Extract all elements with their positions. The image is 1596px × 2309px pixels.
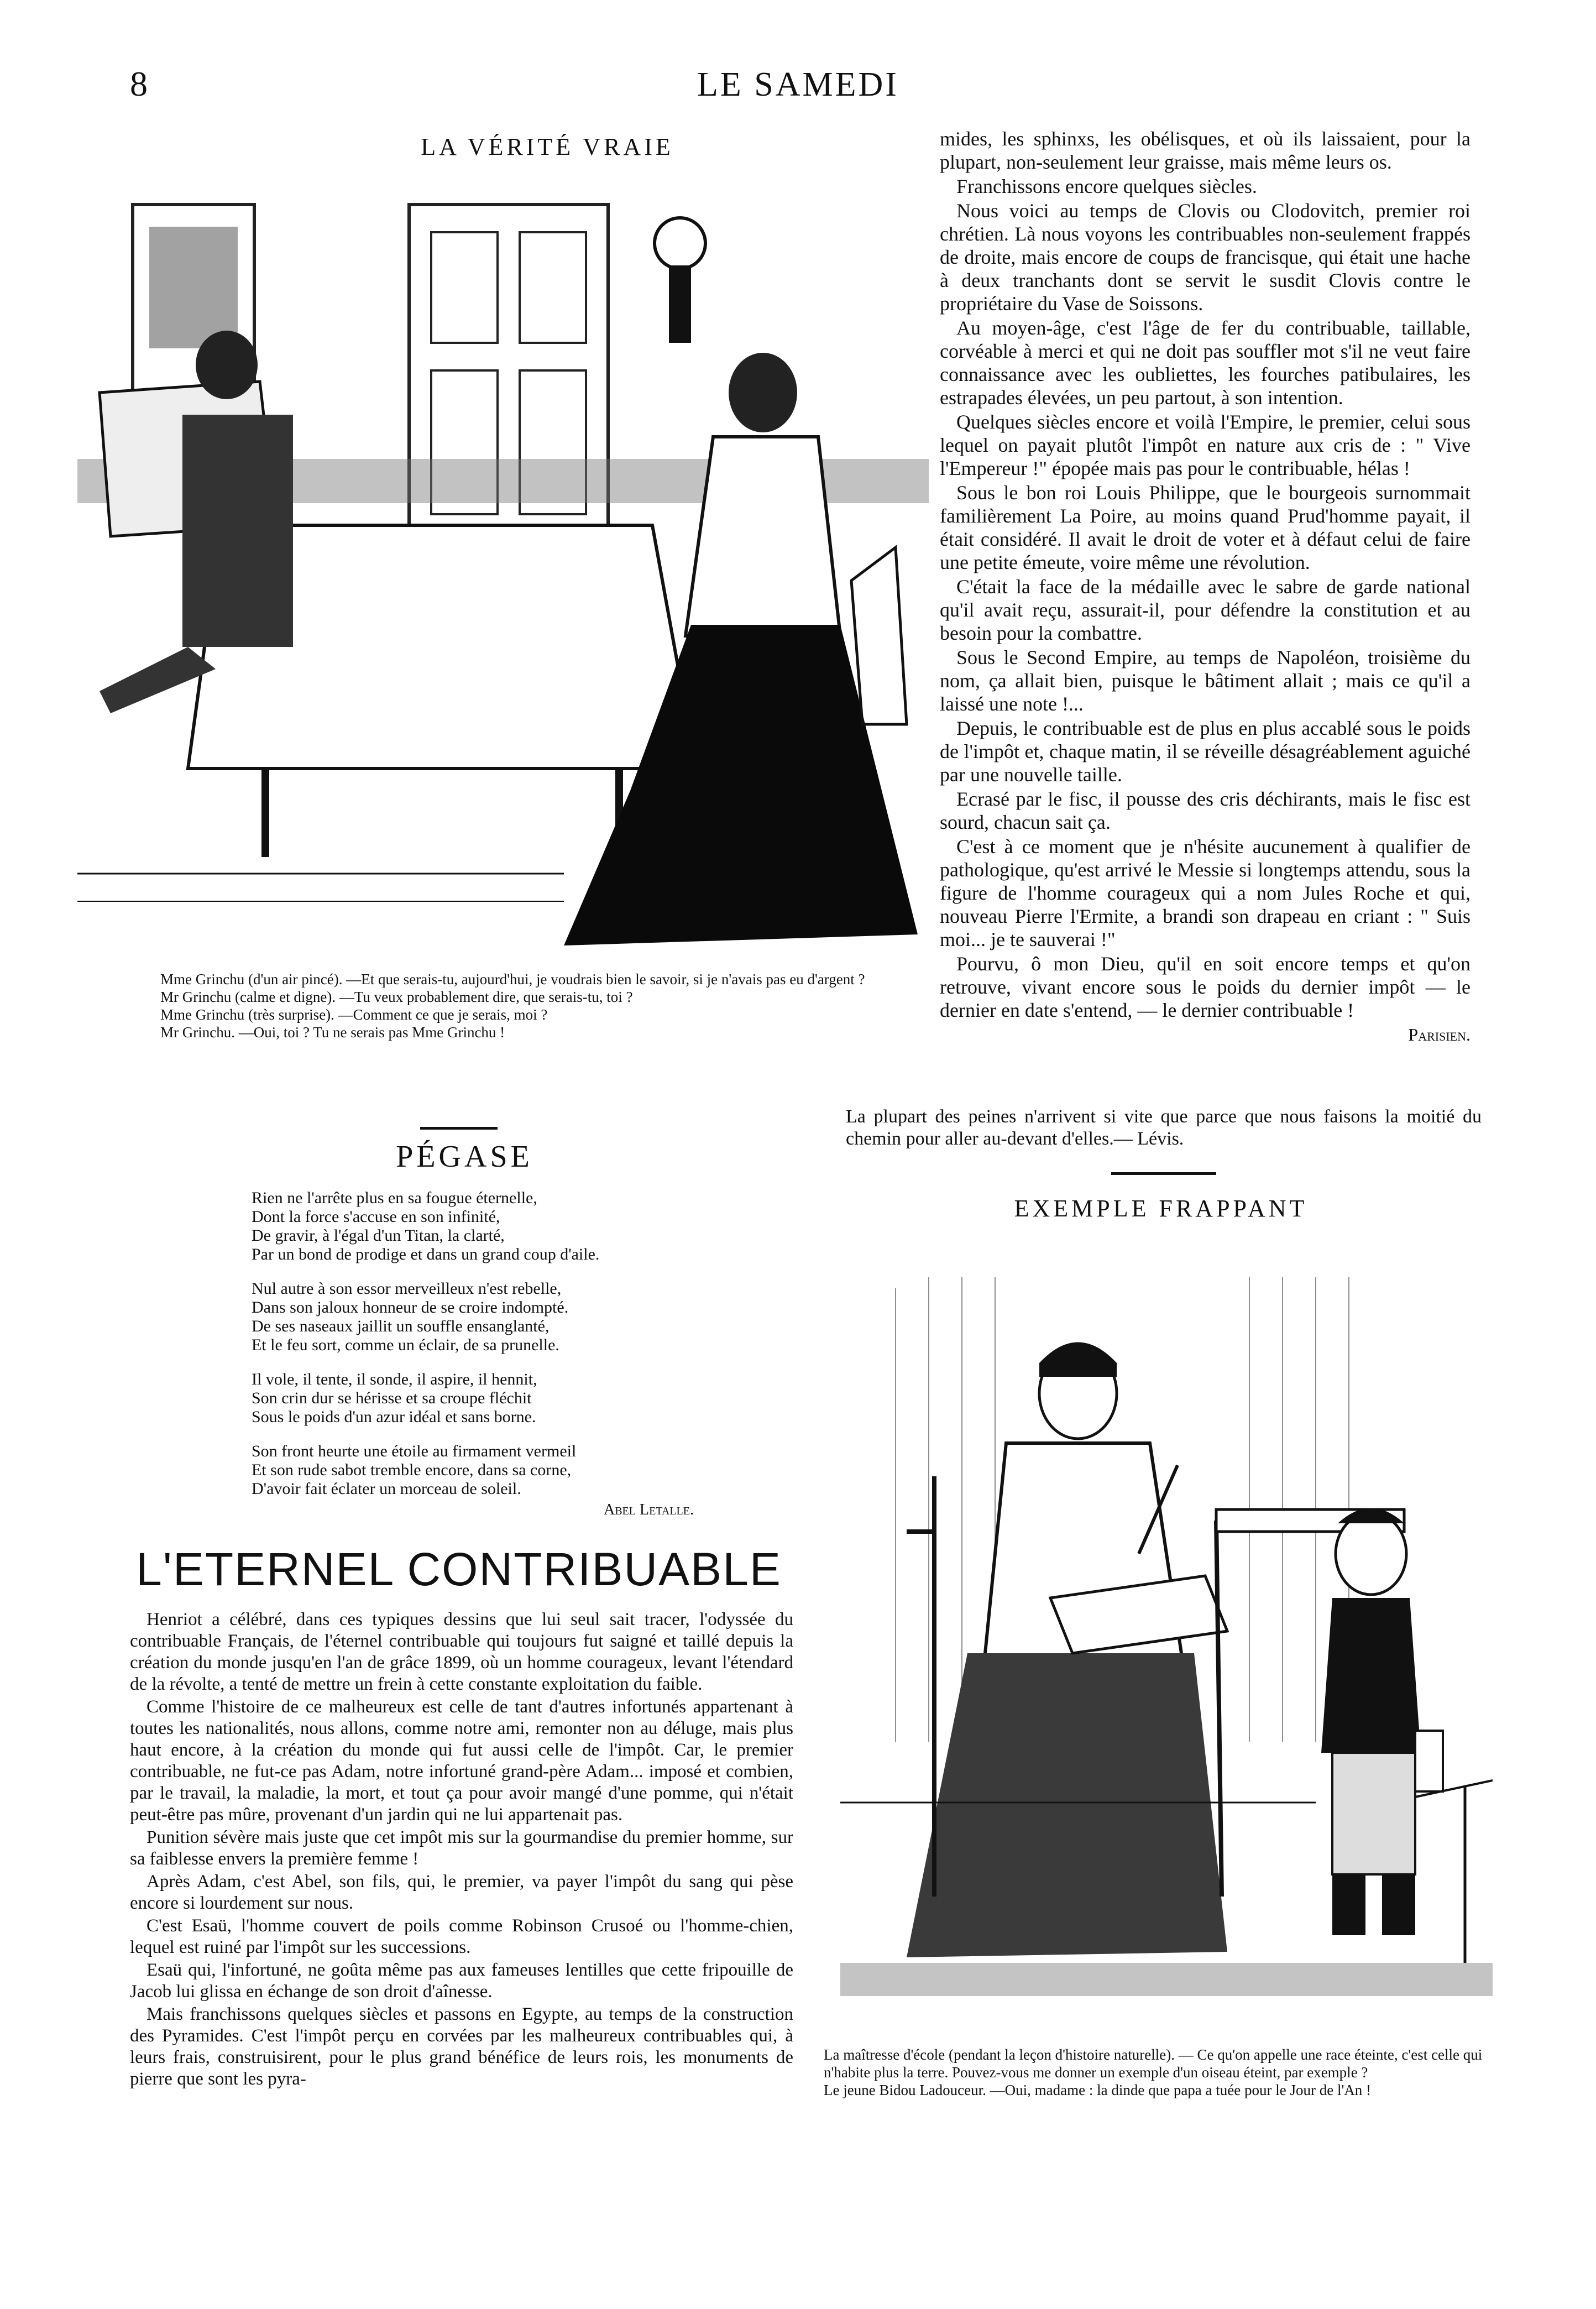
paragraph: mides, les sphinxs, les obélisques, et où ils laissaient, pour la plupart, non-seulement leur graisse, mais même leurs os. (940, 128, 1471, 173)
stanza (252, 1189, 749, 1264)
stanza (252, 1370, 749, 1427)
verse-line: Son front heurte une étoile au firmament vermeil (252, 1442, 577, 1460)
paragraph: C'est à ce moment que je n'hésite aucunement à qualifier de pathologique, qu'est arrivé le Messie si longtemps attendu, sous la figure de l'homme courageux qui a nom Jules Roche et qui, nouveau Pierre l'Ermite, a brandi son drapeau en criant : " Suis moi... je te sauverai !" (940, 835, 1471, 950)
paragraph: Henriot a célébré, dans ces typiques dessins que lui seul sait tracer, l'odyssée du contribuable Français, de l'éternel contribuable qui toujours fut saigné et taillé depuis la création du monde jusqu'en l'an de grâce 1899, où un homme courageux, levant l'étendard de la révolte, a tenté de mettre un frein à cette constante exploitation du faible. (130, 1610, 793, 1694)
paragraph: Sous le Second Empire, au temps de Napoléon, troisième du nom, ça allait bien, puisque le bâtiment allait ; mais ce qu'il a laissé une note !... (940, 646, 1471, 715)
boy-trousers (1332, 1753, 1415, 1874)
exemple-illustration (840, 1244, 1493, 1996)
verse-line: Par un bond de prodige et dans un grand coup d'aile. (252, 1245, 600, 1263)
paragraph: Sous le bon roi Louis Philippe, que le bourgeois surnommait familièrement La Poire, au moins quand Prud'homme payait, il était considéré. Il avait le droit de voter et à défaut celui de faire une petite émeute, voire même une révolution. (940, 482, 1471, 573)
woman-head (729, 353, 797, 432)
signature: Parisien. (1408, 1025, 1471, 1044)
paragraph: Mais franchissons quelques siècles et passons en Egypte, au temps de la construction des Pyramides. C'est l'impôt perçu en corvées par les malheureux contribuables qui, à leurs frais, construisirent, pour le plus grand bénéfice de leurs rois, les monuments de pierre que sont les pyra- (130, 2004, 793, 2089)
man-figure (182, 415, 293, 647)
verse-line: Sous le poids d'un azur idéal et sans borne. (252, 1408, 536, 1426)
verse-line: De gravir, à l'égal d'un Titan, la clarté, (252, 1226, 505, 1245)
contribuable-text (130, 1609, 793, 2091)
verse-line: Rien ne l'arrête plus en sa fougue éternelle, (252, 1189, 537, 1207)
exemple-caption (824, 2046, 1487, 2099)
man-head (196, 331, 258, 399)
caption-line: Mme Grinchu (d'un air pincé). —Et que serais-tu, aujourd'hui, je voudrais bien le savoir, si je n'avais pas eu d'argent ? (160, 971, 865, 988)
paragraph: Punition sévère mais juste que cet impôt mis sur la gourmandise du premier homme, sur sa faiblesse envers la première femme ! (130, 1827, 793, 1869)
paragraph: Franchissons encore quelques siècles. (956, 175, 1257, 197)
divider (1111, 1172, 1216, 1175)
verse-line: Il vole, il tente, il sonde, il aspire, il hennit, (252, 1370, 537, 1388)
pegase-title: PÉGASE (396, 1140, 533, 1174)
paragraph: Quelques siècles encore et voilà l'Empire, le premier, celui sous lequel on payait plutôt l'impôt en nature aux cris de : " Vive l'Empereur !" épopée mais pas pour le contribuable, hélas ! (940, 411, 1471, 479)
boy-jacket (1321, 1598, 1421, 1753)
contribuable-title: L'ETERNEL CONTRIBUABLE (136, 1543, 782, 1595)
caption-line: La maîtresse d'école (pendant la leçon d'histoire naturelle). — Ce qu'on appelle une race éteinte, c'est celle qui n'habite plus la terre. Pouvez-vous me donner un exemple d'un oiseau éteint, par exemple ? (824, 2046, 1483, 2081)
page-number: 8 (130, 64, 148, 103)
verse-line: D'avoir fait éclater un morceau de soleil. (252, 1480, 521, 1498)
right-column-text (940, 127, 1471, 1046)
woman-blouse (686, 437, 840, 636)
caption-line: Mr Grinchu. —Oui, toi ? Tu ne serais pas Mme Grinchu ! (160, 1024, 505, 1041)
verite-illustration (77, 182, 929, 957)
paragraph: Pourvu, ô mon Dieu, qu'il en soit encore temps et qu'on retrouve, vivant encore sous le poids du dernier impôt — le dernier en date s'entend, — le dernier contribuable ! (940, 953, 1471, 1021)
maxim: La plupart des peines n'arrivent si vite que parce que nous faisons la moitié du chemin pour aller au-devant d'elles.— Lévis. (846, 1106, 1482, 1149)
paragraph: Au moyen-âge, c'est l'âge de fer du contribuable, taillable, corvéable à merci et qui ne doit pas souffler mot s'il ne veut faire connaissance avec les oubliettes, les fourches patibulaires, les estrapades élevées, un peu partout, à son intention. (940, 317, 1471, 409)
paragraph: Depuis, le contribuable est de plus en plus accablé sous le poids de l'impôt et, chaque matin, il se réveille désagréablement aguiché par une nouvelle taille. (940, 717, 1471, 786)
paragraph: C'était la face de la médaille avec le sabre de garde national qu'il avait reçu, assurait-il, pour défendre la constitution et au besoin pour la combattre. (940, 576, 1471, 644)
exemple-title: EXEMPLE FRAPPANT (1014, 1195, 1308, 1222)
newspaper-title: LE SAMEDI (697, 66, 899, 103)
paragraph: Comme l'histoire de ce malheureux est celle de tant d'autres infortunés appartenant à toutes les nationalités, nous allons, comme notre ami, remonter non au déluge, mais plus haut encore, à la création du monde qui fut aussi celle de l'impôt. Car, le premier contribuable, ne fut-ce pas Adam, notre infortuné grand-père Adam... imposé et combien, par le travail, la maladie, la mort, et tout ça pour avoir mangé d'une pomme, qui n'était peut-être pas mûre, provenant d'un jardin qui ne lui appartenait pas. (130, 1697, 793, 1825)
verite-caption (160, 970, 923, 1041)
paragraph: Nous voici au temps de Clovis ou Clodovitch, premier roi chrétien. Là nous voyons les contribuables non-seulement frappés de droite, mais encore de coups de francisque, qui était une hache à deux tranchants dont se servit le susdit Clovis contre le propriétaire du Vase de Soissons. (940, 200, 1471, 315)
boy-head (1336, 1513, 1406, 1595)
caption-line: Mr Grinchu (calme et digne). —Tu veux probablement dire, que serais-tu, toi ? (160, 989, 633, 1005)
verite-title: LA VÉRITÉ VRAIE (421, 133, 674, 160)
verse-line: Son crin dur se hérisse et sa croupe fléchit (252, 1389, 532, 1407)
verse-line: Dont la force s'accuse en son infinité, (252, 1208, 500, 1226)
verse-line: De ses naseaux jaillit un souffle ensanglanté, (252, 1317, 550, 1335)
verse-line: Et son rude sabot tremble encore, dans sa corne, (252, 1461, 572, 1479)
stanza (252, 1279, 749, 1355)
paragraph: Esaü qui, l'infortuné, ne goûta même pas aux fameuses lentilles que cette fripouille de Jacob lui glissa en échange de son droit d'aînesse. (130, 1960, 793, 2002)
verse-line: Et le feu sort, comme un éclair, de sa prunelle. (252, 1336, 559, 1354)
divider (420, 1127, 498, 1130)
paper-in-hand (1415, 1731, 1443, 1791)
paragraph: Ecrasé par le fisc, il pousse des cris déchirants, mais le fisc est sourd, chacun sait ça. (940, 788, 1471, 833)
caption-line: Mme Grinchu (très surprise). —Comment ce que je serais, moi ? (160, 1006, 548, 1023)
poem-author: Abel Letalle. (603, 1501, 694, 1518)
verse-line: Dans son jaloux honneur de se croire indompté. (252, 1298, 569, 1317)
verse-line: Nul autre à son essor merveilleux n'est rebelle, (252, 1279, 562, 1298)
paragraph: C'est Esaü, l'homme couvert de poils comme Robinson Crusoé ou l'homme-chien, lequel est ruiné par l'impôt sur les successions. (130, 1916, 793, 1957)
stanza (252, 1442, 749, 1498)
paragraph: Après Adam, c'est Abel, son fils, qui, le premier, va payer l'impôt du sang qui pèse encore si lourdement sur nous. (130, 1872, 793, 1913)
pegase-poem (252, 1189, 749, 1519)
caption-line: Le jeune Bidou Ladouceur. —Oui, madame : la dinde que papa a tuée pour le Jour de l'An ! (824, 2082, 1372, 2098)
